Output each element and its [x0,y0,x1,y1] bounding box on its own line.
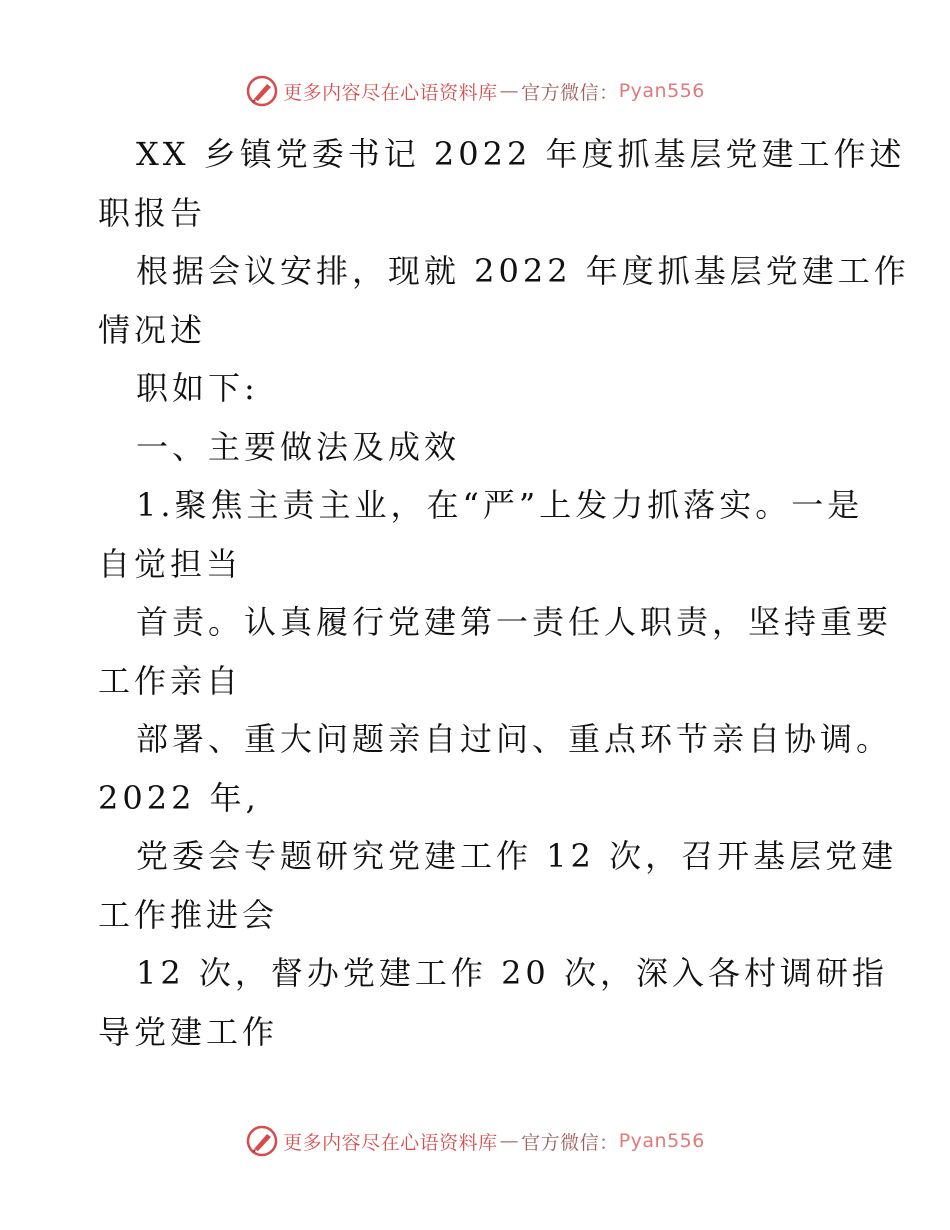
paragraph-line: 党委会专题研究党建工作 12 次，召开基层党建 [136,837,898,875]
paragraph-line: 12 次，督办党建工作 20 次，深入各村调研指 [136,954,888,992]
paragraph-line: 导党建工作 [98,1012,279,1051]
section-heading: 一、主要做法及成效 [136,427,461,466]
watermark-separator: — [499,80,520,102]
paragraph-line: 自觉担当 [98,544,243,583]
pen-logo-icon [245,1124,279,1158]
paragraph-line: 2022 年, [98,778,260,817]
watermark-main-text: 更多内容尽在心语资料库 [283,81,498,104]
paragraph-line: 工作亲自 [98,661,243,700]
watermark-wechat-id: Pyan556 [618,80,705,102]
paragraph-line: 职如下: [136,369,259,407]
document-body [98,125,910,1061]
watermark-wechat-id: Pyan556 [618,1130,705,1152]
watermark-footer [0,1124,950,1158]
watermark-header [0,74,950,108]
watermark-main-text: 更多内容尽在心语资料库 [283,1131,498,1154]
paragraph-line: 情况述 [98,310,207,349]
title-line-1: XX 乡镇党委书记 2022 年度抓基层党建工作述 [136,135,906,173]
pen-logo-icon [245,74,279,108]
watermark-label: 官方微信： [521,81,619,104]
paragraph-line: 部署、重大问题亲自过问、重点环节亲自协调。 [136,720,893,758]
title-line-2: 职报告 [98,193,207,232]
paragraph-line: 根据会议安排，现就 2022 年度抓基层党建工作 [136,252,910,290]
paragraph-line: 首责。认真履行党建第一责任人职责，坚持重要 [136,603,893,641]
watermark-label: 官方微信： [521,1131,619,1154]
watermark-separator: — [499,1130,520,1152]
paragraph-line: 1.聚焦主责主业，在“严”上发力抓落实。一是 [136,486,864,524]
paragraph-line: 工作推进会 [98,895,279,934]
